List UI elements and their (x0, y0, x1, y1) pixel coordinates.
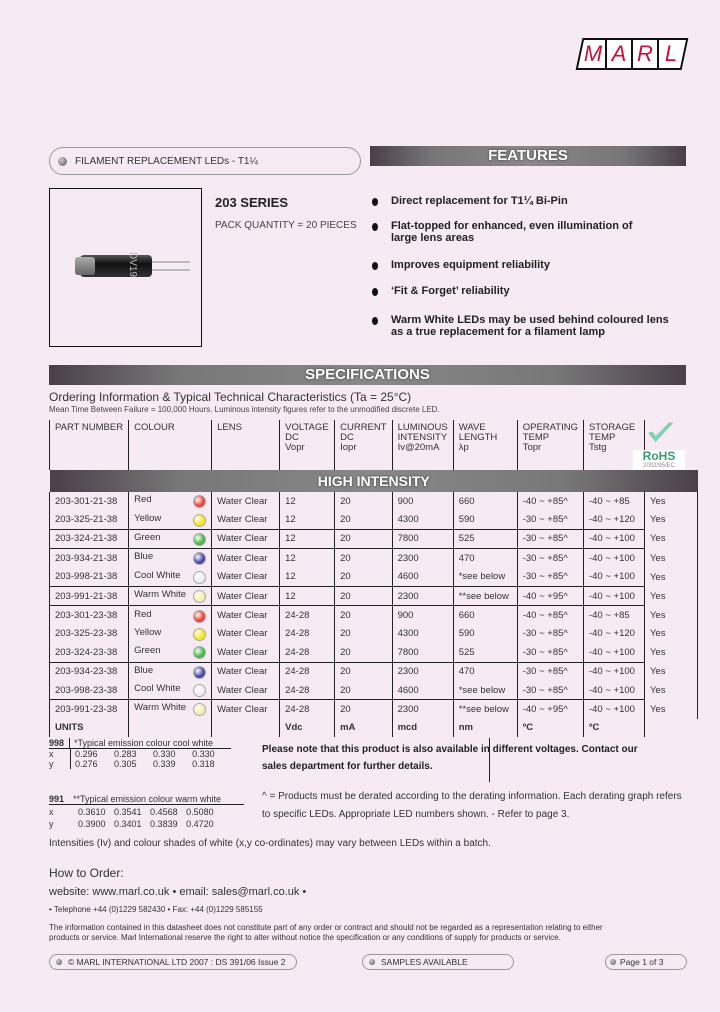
operating-temp: -40 ~ +85^ (517, 492, 583, 510)
cool-white-x: 0.296 0.283 0.330 0.330 (70, 749, 215, 759)
wavelength: *see below (453, 568, 517, 587)
unit-st: ºC (583, 719, 644, 737)
luminous-intensity: 4300 (392, 510, 453, 529)
samples-text: SAMPLES AVAILABLE (381, 957, 468, 967)
colour-cell (129, 586, 212, 605)
high-intensity-header: HIGH INTENSITY (50, 470, 698, 492)
bullet-icon (372, 223, 378, 231)
rohs-compliant: Yes (644, 643, 698, 662)
led-colour-icon (193, 552, 206, 565)
rohs-compliant: Yes (644, 606, 698, 625)
wavelength: 525 (453, 643, 517, 662)
logo-letter: R (633, 40, 659, 68)
luminous-intensity: 2300 (392, 700, 453, 719)
spec-table (49, 420, 698, 737)
rohs-compliant: Yes (644, 529, 698, 548)
how-to-order-title: How to Order: (49, 866, 124, 880)
voltage: 12 (280, 568, 335, 587)
lens: Water Clear (212, 700, 280, 719)
operating-temp: -40 ~ +95^ (517, 700, 583, 719)
page-number: Page 1 of 3 (620, 957, 664, 967)
colour-label: Yellow (134, 512, 162, 524)
storage-temp: -40 ~ +100 (583, 662, 644, 681)
rohs-logo (633, 421, 685, 467)
led-lens (75, 257, 95, 275)
logo-letter: A (607, 40, 633, 68)
logo-letter: L (664, 41, 678, 66)
storage-temp: -40 ~ +120 (583, 625, 644, 643)
bullet-icon (58, 157, 67, 166)
bullet-icon (372, 288, 378, 296)
unit-v: Vdc (280, 719, 335, 737)
contact-phone: • Telephone +44 (0)1229 582430 • Fax: +44 (0)1229 585155 (49, 905, 263, 914)
current: 20 (335, 492, 392, 510)
rohs-compliant: Yes (644, 681, 698, 700)
table-header-row (50, 420, 698, 470)
unit-iv: mcd (392, 719, 453, 737)
unit-op: ºC (517, 719, 583, 737)
feature-text: Direct replacement for T1¼ Bi-Pin (391, 195, 568, 207)
y-label: y (49, 759, 54, 769)
lens: Water Clear (212, 606, 280, 625)
cool-white-y: 0.276 0.305 0.339 0.318 (70, 759, 215, 769)
led-colour-icon (193, 533, 206, 546)
rohs-compliant: Yes (644, 625, 698, 643)
led-marking: DV19 (127, 251, 139, 278)
voltage: 12 (280, 492, 335, 510)
colour-cell (129, 625, 212, 643)
warm-white-title: **Typical emission colour warm white (73, 794, 222, 804)
rohs-compliant: Yes (644, 510, 698, 529)
operating-temp: -30 ~ +85^ (517, 549, 583, 568)
colour-label: Warm White (134, 589, 187, 601)
samples-pill (362, 954, 514, 970)
operating-temp: -30 ~ +85^ (517, 643, 583, 662)
table-row (50, 700, 698, 719)
led-colour-icon (193, 684, 206, 697)
table-row (50, 510, 698, 529)
ordering-title: Ordering Information & Typical Technical Characteristics (Ta = 25°C) (49, 390, 412, 404)
feature-text: ‘Fit & Forget’ reliability (391, 285, 510, 297)
current: 20 (335, 700, 392, 719)
table-row (50, 586, 698, 605)
colour-label: Green (134, 645, 161, 657)
led-pin (150, 261, 190, 263)
luminous-intensity: 4600 (392, 568, 453, 587)
colour-label: Cool White (134, 569, 181, 581)
feature-item (372, 220, 642, 244)
col-header: LUMINOUS INTENSITY Iv@20mA (392, 420, 453, 470)
rohs-compliant: Yes (644, 700, 698, 719)
y-label: y (49, 819, 54, 829)
colour-cell (129, 643, 212, 662)
operating-temp: -30 ~ +85^ (517, 625, 583, 643)
warm-white-code: 991 (49, 794, 65, 804)
current: 20 (335, 529, 392, 548)
wavelength: 525 (453, 529, 517, 548)
luminous-intensity: 7800 (392, 643, 453, 662)
wavelength: 590 (453, 625, 517, 643)
pack-quantity: PACK QUANTITY = 20 PIECES (215, 220, 357, 231)
luminous-intensity: 2300 (392, 586, 453, 605)
storage-temp: -40 ~ +100 (583, 568, 644, 587)
table-row (50, 529, 698, 548)
lens: Water Clear (212, 492, 280, 510)
table-row (50, 492, 698, 510)
operating-temp: -30 ~ +85^ (517, 510, 583, 529)
led-colour-icon (193, 666, 206, 679)
part-number: 203-324-23-38 (50, 643, 129, 662)
part-number: 203-301-21-38 (50, 492, 129, 510)
luminous-intensity: 7800 (392, 529, 453, 548)
current: 20 (335, 662, 392, 681)
col-header: OPERATING TEMP Topr (517, 420, 583, 470)
lens: Water Clear (212, 662, 280, 681)
colour-label: Blue (134, 664, 154, 676)
colour-cell (129, 606, 212, 625)
wavelength: **see below (453, 586, 517, 605)
operating-temp: -30 ~ +85^ (517, 529, 583, 548)
colour-label: Red (134, 608, 152, 620)
part-number: 203-325-21-38 (50, 510, 129, 529)
operating-temp: -30 ~ +85^ (517, 662, 583, 681)
wavelength: 470 (453, 549, 517, 568)
operating-temp: -30 ~ +85^ (517, 568, 583, 587)
empty-cell (129, 719, 212, 737)
units-row (50, 719, 698, 737)
specifications-header: SPECIFICATIONS (49, 365, 686, 385)
luminous-intensity: 900 (392, 606, 453, 625)
led-colour-icon (193, 590, 206, 603)
luminous-intensity: 4600 (392, 681, 453, 700)
voltage: 12 (280, 549, 335, 568)
x-label: x (49, 749, 54, 759)
led-colour-icon (193, 495, 206, 508)
disclaimer: The information contained in this datasheet does not constitute part of any order or contract and should not be regarded as a representation relating to either products or service. Marl International reserve the right to alter without notice the specification or any conditions of supply for products or service. (49, 923, 603, 942)
colour-cell (129, 492, 212, 510)
marl-logo (576, 38, 689, 70)
part-number: 203-991-23-38 (50, 700, 129, 719)
checkmark-icon (633, 421, 685, 445)
lens: Water Clear (212, 549, 280, 568)
colour-cell (129, 681, 212, 700)
part-number: 203-998-21-38 (50, 568, 129, 587)
led-colour-icon (193, 514, 206, 527)
feature-item (372, 195, 692, 207)
luminous-intensity: 2300 (392, 549, 453, 568)
led-pin (150, 269, 190, 271)
colour-cell (129, 662, 212, 681)
warm-white-block (49, 794, 244, 829)
led-colour-icon (193, 571, 206, 584)
cool-white-code: 998 (49, 738, 65, 748)
rohs-label: RoHS (633, 450, 685, 463)
feature-item (372, 314, 682, 338)
current: 20 (335, 606, 392, 625)
feature-item (372, 285, 692, 297)
copyright-text: © MARL INTERNATIONAL LTD 2007 : DS 391/06 Issue 2 (68, 957, 286, 967)
lens: Water Clear (212, 568, 280, 587)
luminous-intensity: 2300 (392, 662, 453, 681)
part-number: 203-301-23-38 (50, 606, 129, 625)
storage-temp: -40 ~ +100 (583, 681, 644, 700)
part-number: 203-934-21-38 (50, 549, 129, 568)
current: 20 (335, 625, 392, 643)
colour-label: Warm White (134, 702, 187, 714)
table-row (50, 662, 698, 681)
rohs-compliant: Yes (644, 568, 698, 587)
colour-label: Blue (134, 551, 154, 563)
x-label: x (49, 807, 54, 817)
warm-white-x: 0.3610 0.3541 0.4568 0.5080 (78, 807, 214, 817)
units-label: UNITS (50, 719, 129, 737)
unit-wl: nm (453, 719, 517, 737)
warm-white-y: 0.3900 0.3401 0.3839 0.4720 (78, 819, 214, 829)
current: 20 (335, 549, 392, 568)
wavelength: 660 (453, 492, 517, 510)
series-title: 203 SERIES (215, 195, 288, 210)
voltage: 24-28 (280, 625, 335, 643)
rohs-sub: 2002/95/EC (633, 463, 685, 470)
lens: Water Clear (212, 643, 280, 662)
table-row (50, 568, 698, 587)
lens: Water Clear (212, 625, 280, 643)
page-pill (605, 954, 687, 970)
copyright-pill (49, 954, 297, 970)
bullet-icon (56, 959, 62, 965)
table-row (50, 625, 698, 643)
part-number: 203-934-23-38 (50, 662, 129, 681)
table-row (50, 549, 698, 568)
group-row (50, 470, 698, 492)
voltage: 12 (280, 510, 335, 529)
mtbf-note: Mean Time Between Failure = 100,000 Hours. Luminous intensity figures refer to the unmodified discrete LED. (49, 405, 440, 414)
bullet-icon (372, 317, 378, 325)
colour-cell (129, 529, 212, 548)
current: 20 (335, 510, 392, 529)
empty-cell (644, 719, 698, 737)
led-colour-icon (193, 610, 206, 623)
current: 20 (335, 586, 392, 605)
category-label: FILAMENT REPLACEMENT LEDs - T1¼ (75, 155, 258, 167)
contact-web-email[interactable]: website: www.marl.co.uk • email: sales@marl.co.uk • (49, 886, 307, 898)
unit-i: mA (335, 719, 392, 737)
rohs-compliant: Yes (644, 586, 698, 605)
voltage: 12 (280, 529, 335, 548)
voltage: 24-28 (280, 606, 335, 625)
bullet-icon (610, 959, 616, 965)
storage-temp: -40 ~ +100 (583, 549, 644, 568)
colour-cell (129, 510, 212, 529)
colour-label: Green (134, 531, 161, 543)
storage-temp: -40 ~ +120 (583, 510, 644, 529)
led-colour-icon (193, 703, 206, 716)
feature-text: Warm White LEDs may be used behind coloured lens as a true replacement for a filament lamp (391, 314, 669, 338)
wavelength: 660 (453, 606, 517, 625)
lens: Water Clear (212, 586, 280, 605)
part-number: 203-324-21-38 (50, 529, 129, 548)
feature-item (372, 259, 692, 271)
derating-note: ^ = Products must be derated according to the derating information. Each derating graph refers to specific LEDs. Appropriate LED numbers shown. - Refer to page 3. (262, 791, 682, 820)
table-row (50, 643, 698, 662)
lens: Water Clear (212, 681, 280, 700)
wavelength: 590 (453, 510, 517, 529)
voltage: 24-28 (280, 662, 335, 681)
part-number: 203-998-23-38 (50, 681, 129, 700)
storage-temp: -40 ~ +100 (583, 529, 644, 548)
bullet-icon (369, 959, 375, 965)
voltage: 24-28 (280, 700, 335, 719)
table-row (50, 606, 698, 625)
wavelength: 470 (453, 662, 517, 681)
storage-temp: -40 ~ +85 (583, 492, 644, 510)
current: 20 (335, 643, 392, 662)
led-colour-icon (193, 646, 206, 659)
col-header: CURRENT DC Iopr (335, 420, 392, 470)
col-header: WAVE LENGTH λp (453, 420, 517, 470)
category-pill (49, 147, 361, 175)
storage-temp: -40 ~ +85 (583, 606, 644, 625)
col-header: COLOUR (129, 420, 212, 470)
operating-temp: -40 ~ +85^ (517, 606, 583, 625)
lens: Water Clear (212, 529, 280, 548)
voltage: 24-28 (280, 643, 335, 662)
variance-note: Intensities (Iv) and colour shades of white (x,y co-ordinates) may vary between LEDs within a batch. (49, 838, 491, 849)
colour-cell (129, 568, 212, 587)
rohs-compliant: Yes (644, 549, 698, 568)
voltage-note: Please note that this product is also available in different voltages. Contact our sales department for further details. (262, 744, 638, 772)
storage-temp: -40 ~ +100 (583, 700, 644, 719)
empty-cell (212, 719, 280, 737)
current: 20 (335, 681, 392, 700)
rohs-compliant: Yes (644, 492, 698, 510)
current: 20 (335, 568, 392, 587)
colour-label: Yellow (134, 626, 162, 638)
led-colour-icon (193, 628, 206, 641)
features-header: FEATURES (370, 146, 686, 166)
feature-text: Flat-topped for enhanced, even illumination of large lens areas (391, 220, 633, 244)
voltage: 24-28 (280, 681, 335, 700)
col-header: VOLTAGE DC Vopr (280, 420, 335, 470)
cool-white-title: *Typical emission colour cool white (69, 738, 213, 748)
feature-text: Improves equipment reliability (391, 259, 550, 271)
bullet-icon (372, 198, 378, 206)
colour-label: Cool White (134, 683, 181, 695)
rohs-compliant: Yes (644, 662, 698, 681)
bullet-icon (372, 262, 378, 270)
col-header: LENS (212, 420, 280, 470)
logo-letter: M (581, 40, 607, 68)
col-header: PART NUMBER (50, 420, 129, 470)
colour-label: Red (134, 494, 152, 506)
lens: Water Clear (212, 510, 280, 529)
luminous-intensity: 900 (392, 492, 453, 510)
luminous-intensity: 4300 (392, 625, 453, 643)
col-header: STORAGE TEMP Tstg (583, 420, 644, 470)
storage-temp: -40 ~ +100 (583, 586, 644, 605)
colour-cell (129, 549, 212, 568)
colour-cell (129, 700, 212, 719)
part-number: 203-325-23-38 (50, 625, 129, 643)
table-row (50, 681, 698, 700)
operating-temp: -40 ~ +95^ (517, 586, 583, 605)
part-number: 203-991-21-38 (50, 586, 129, 605)
wavelength: *see below (453, 681, 517, 700)
operating-temp: -30 ~ +85^ (517, 681, 583, 700)
wavelength: **see below (453, 700, 517, 719)
voltage: 12 (280, 586, 335, 605)
storage-temp: -40 ~ +100 (583, 643, 644, 662)
